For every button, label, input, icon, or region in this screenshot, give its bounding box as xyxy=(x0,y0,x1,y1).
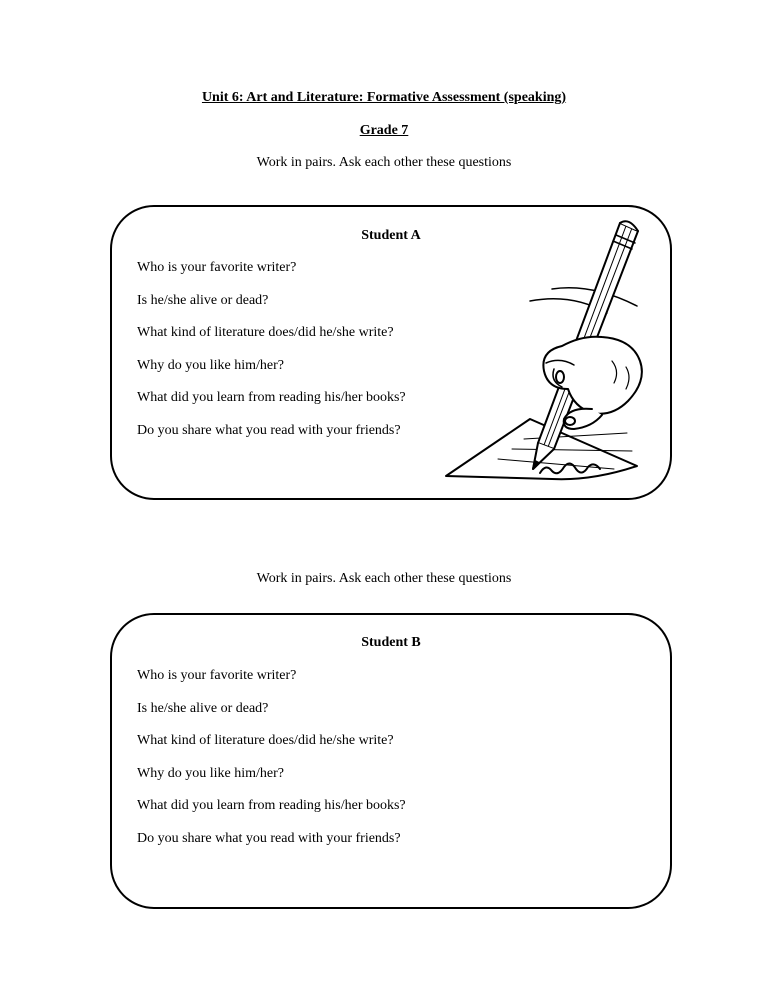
question-item: What kind of literature does/did he/she write? xyxy=(137,733,394,749)
question-item: What did you learn from reading his/her books? xyxy=(137,390,406,406)
instruction-b: Work in pairs. Ask each other these questions xyxy=(256,571,512,586)
question-item: Do you share what you read with your friends? xyxy=(137,830,401,846)
student-a-questions xyxy=(137,260,406,456)
student-a-heading: Student A xyxy=(361,228,421,243)
question-item: Is he/she alive or dead? xyxy=(137,700,269,716)
student-b-card xyxy=(110,613,672,909)
student-a-card xyxy=(110,205,672,500)
question-item: What kind of literature does/did he/she write? xyxy=(137,325,394,341)
instruction-a: Work in pairs. Ask each other these questions xyxy=(256,155,512,170)
question-item: What did you learn from reading his/her books? xyxy=(137,798,406,814)
student-b-heading: Student B xyxy=(361,635,421,650)
question-item: Who is your favorite writer? xyxy=(137,668,297,683)
question-item: Why do you like him/her? xyxy=(137,357,284,373)
grade-label: Grade 7 xyxy=(359,123,409,138)
question-item: Is he/she alive or dead? xyxy=(137,292,269,308)
student-b-questions xyxy=(137,668,406,864)
question-item: Why do you like him/her? xyxy=(137,765,284,781)
page-title: Unit 6: Art and Literature: Formative Assessment (speaking) xyxy=(201,90,567,105)
question-item: Who is your favorite writer? xyxy=(137,260,297,275)
hand-writing-with-pencil-icon xyxy=(442,211,647,481)
question-item: Do you share what you read with your friends? xyxy=(137,422,401,438)
